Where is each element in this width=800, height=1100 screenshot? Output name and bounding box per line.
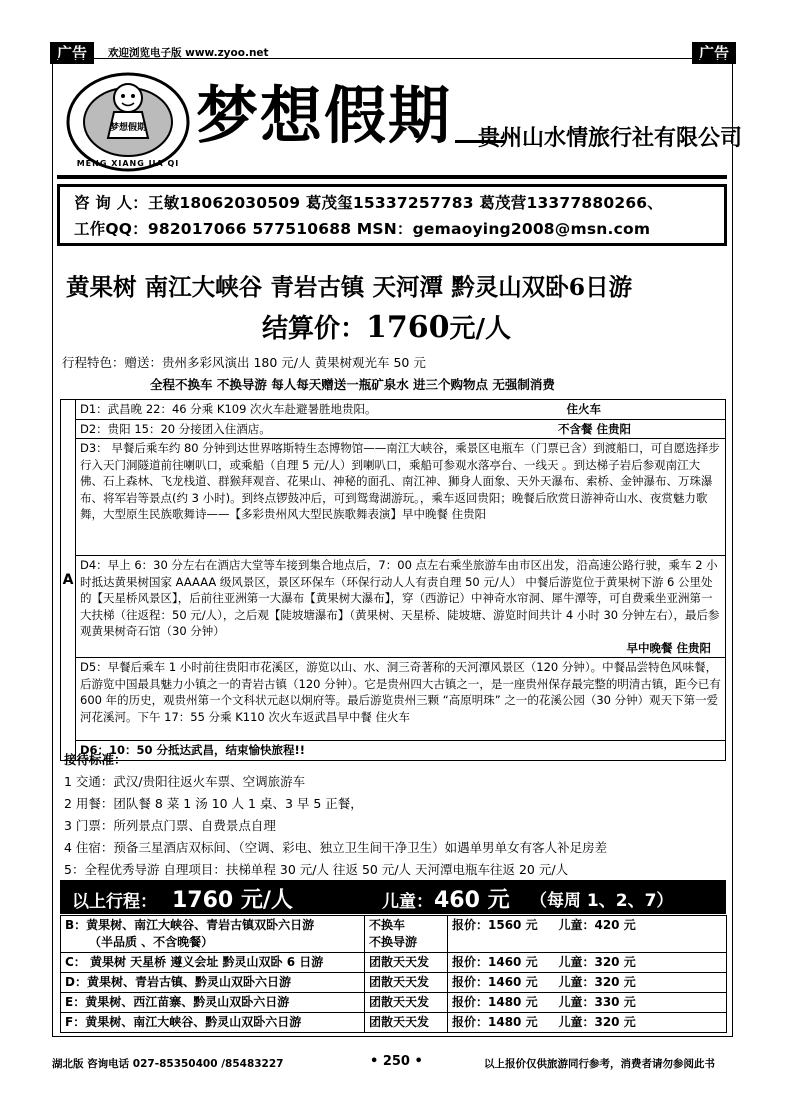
routes-table <box>60 915 727 1033</box>
summary-adult-price: 1760 元/人 <box>172 888 293 913</box>
summary-child-label: 儿童： <box>382 892 433 912</box>
standards-item: 5：全程优秀导游 自理项目：扶梯单程 30 元/人 往返 50 元/人 天河潭电瓶车往返 20 元/人 <box>64 862 569 877</box>
itinerary-table <box>60 399 726 761</box>
price-line <box>262 308 511 345</box>
route-row: C： 黄果树 天星桥 遵义会址 黔灵山双卧 6 日游 团散天天发 报价：1460 元 儿童：320 元 <box>61 953 727 973</box>
summary-bar <box>60 880 726 914</box>
logo-mascot-label: 梦想假期 <box>109 123 147 133</box>
ad-tag-right: 广告 <box>692 42 736 64</box>
price-label: 结算价： <box>262 314 367 344</box>
itinerary-day-6: D6：10：50 分抵达武昌，结束愉快旅程!! <box>76 741 726 761</box>
brand-company: 贵州山水情旅行社有限公司 <box>478 125 743 151</box>
summary-schedule: （每周 1、2、7） <box>530 891 674 911</box>
itinerary-day-1: 住火车 D1：武昌晚 22：46 分乘 K109 次火车赴避暑胜地贵阳。 <box>76 400 726 420</box>
itinerary-day-5: D5：早餐后乘车 1 小时前往贵阳市花溪区，游览以山、水、洞三奇著称的天河潭风景区（120 分钟）。中餐品尝特色风味餐，后游览中国最具魅力小镇之一的青岩古镇（120 分钟）。它是贵州四大古镇之一，是一座贵州保存最完整的明清古镇，距今已有 600 年的历史，观贵州第一个文科状元赵以炯府等。最后游览贵州三颗 “高原明珠” 之一的花溪公园（30 分钟）观天下第一爱河花溪河。下午 17：55 分乘 K110 次火车返武昌早中餐 住火车 <box>76 658 726 741</box>
standards-item: 2 用餐：团队餐 8 菜 1 汤 10 人 1 桌、3 早 5 正餐， <box>64 796 363 811</box>
route-row: E：黄果树、西江苗寨、黔灵山双卧六日游 团散天天发 报价：1480 元 儿童：330 元 <box>61 993 727 1013</box>
itinerary-day-3: D3： 早餐后乘车约 80 分钟到达世界喀斯特生态博物馆——南江大峡谷，乘景区电瓶车（门票已含）到渡船口，可自愿选择步行入天门洞隧道前往喇叭口，或乘船（自理 5 元/人）到喇叭口，乘船可参观水落亭台、一线天 。到达梯子岩后参观南江大佛、石上森林、飞龙栈道、群猴拜观音、花果山、神秘的面孔、南江神、狮身人面象、天外天瀑布、索桥、金钟瀑布、万珠瀑布、将军岩等景点(约 3 小时)。到终点锣鼓冲后，可到鸳鸯湖游玩。，乘车返回贵阳；晚餐后欣赏日游神奇山水、夜赏魅力歌舞，大型原生民族歌舞诗——【多彩贵州风大型民族歌舞表演】早中晚餐 住贵阳 <box>76 439 726 556</box>
route-row: B：黄果树、南江大峡谷、青岩古镇双卧六日游 （半品质 、不含晚餐） 不换车 不换导游 报价：1560 元 儿童：420 元 <box>61 916 727 953</box>
tour-title: 黄果树 南江大峡谷 青岩古镇 天河潭 黔灵山双卧6日游 <box>66 273 633 301</box>
itinerary-day-4: D4：早上 6：30 分左右在酒店大堂等车接到集合地点后，7：00 点左右乘坐旅游车由市区出发，沿高速公路行驶，乘车 2 小时抵达黄果树国家 AAAAA 级风景区，景区环保车（环保行动人人有责自理 50 元/人） 中餐后游览位于黄果树下游 6 公里处的【天星桥风景区】，后前往亚洲第一大瀑布【黄果树大瀑布】，穿（西游记）中神奇水帘洞、犀牛潭等，可自费乘坐亚洲第一大扶梯（往返程：50 元/人），之后观【陡坡塘瀑布】（黄果树、天星桥、陡坡塘、游览时间共计 4 小时 30 分钟左右），最后参观黄果树奇石馆（30 分钟） 早中晚餐 住贵阳 <box>76 556 726 658</box>
features-line-1: 行程特色：赠送：贵州多彩风演出 180 元/人 黄果树观光车 50 元 <box>62 355 426 370</box>
footer-left: 湖北版 咨询电话 027-85350400 /85483227 <box>52 1058 284 1070</box>
ad-tag-left: 广告 <box>50 42 94 64</box>
price-value: 1760 <box>366 310 450 345</box>
welcome-text: 欢迎浏览电子版 www.zyoo.net <box>108 47 269 59</box>
route-row: D：黄果树、青岩古镇、黔灵山双卧六日游 团散天天发 报价：1460 元 儿童：320 元 <box>61 973 727 993</box>
standards <box>64 749 607 881</box>
footer-page: • 250 • <box>370 1054 423 1069</box>
route-row: F：黄果树、南江大峡谷、黔灵山双卧六日游 团散天天发 报价：1480 元 儿童：320 元 <box>61 1013 727 1033</box>
contact-box <box>57 184 727 246</box>
standards-item: 3 门票：所列景点门票、自费景点自理 <box>64 818 276 833</box>
contact-line-1: 咨 询 人：王敏18062030509 葛茂玺15337257783 葛茂营13377880266、 <box>74 194 663 212</box>
features-line-2: 全程不换车 不换导游 每人每天赠送一瓶矿泉水 进三个购物点 无强制消费 <box>150 377 555 392</box>
contact-line-2: 工作QQ：982017066 577510688 MSN：gemaoying2008@msn.com <box>74 220 651 238</box>
brand-underline <box>57 175 727 179</box>
itinerary-group: A <box>61 400 76 761</box>
logo-emblem-icon <box>64 68 192 173</box>
footer-right: 以上报价仅供旅游同行参考，消费者请勿参阅此书 <box>484 1058 715 1070</box>
brand-title: 梦想假期 <box>196 79 453 152</box>
standards-item: 1 交通：武汉/贵阳往返火车票、空调旅游车 <box>64 774 306 789</box>
itinerary-day-2: 不含餐 住贵阳 D2：贵阳 15：20 分接团入住酒店。 <box>76 419 726 439</box>
standards-heading: 接待标准： <box>64 752 127 767</box>
summary-child-price: 460 元 <box>434 888 510 913</box>
logo-caption: MENG XIANG JIA QI <box>76 159 180 168</box>
summary-label: 以上行程： <box>72 892 157 912</box>
standards-item: 4 住宿：预备三星酒店双标间、（空调、彩电、独立卫生间干净卫生）如遇单男单女有客人补足房差 <box>64 840 608 855</box>
logo <box>64 68 192 173</box>
price-unit: 元/人 <box>449 314 512 344</box>
